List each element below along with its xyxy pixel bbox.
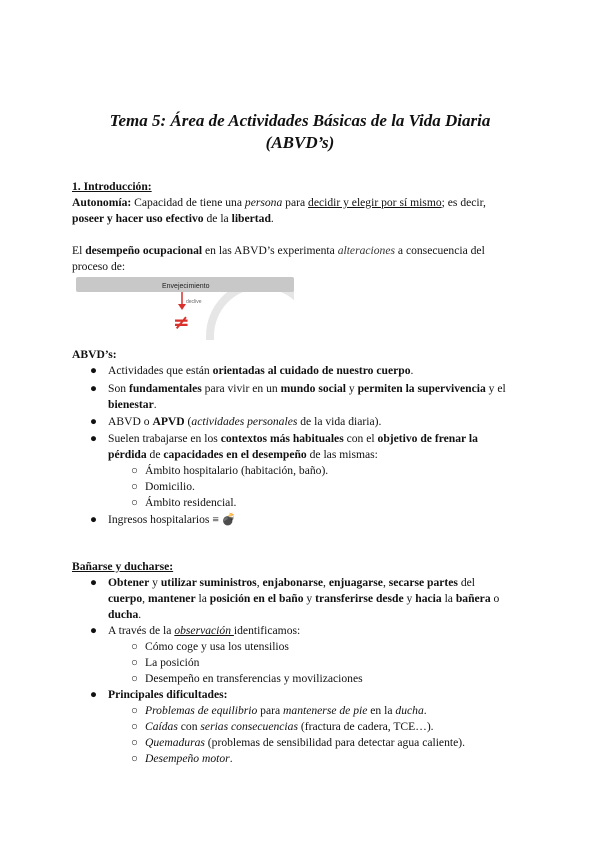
bullet-icon: ●	[90, 576, 98, 589]
intro-heading: 1. Introducción:	[72, 180, 152, 193]
sub-bullet-icon: ○	[131, 496, 139, 509]
banarse-bullet-1: Obtener y utilizar suministros, enjabonarse, enjuagarse, secarse partes del	[108, 576, 476, 589]
aging-label: Envejecimiento	[162, 283, 210, 290]
abvds-bullet-4: Suelen trabajarse en los contextos más habituales con el objetivo de frenar la	[108, 432, 478, 445]
document-title-sub: (ABVD’s)	[265, 133, 335, 152]
sub-bullet-icon: ○	[131, 736, 139, 749]
banarse-heading: Bañarse y ducharse:	[72, 560, 174, 573]
sub-bullet-icon: ○	[131, 672, 139, 685]
bullet-icon: ●	[90, 415, 98, 428]
dif-item-2: Caídas con serias consecuencias (fractura de cadera, TCE…).	[145, 720, 434, 733]
banarse-bullet-1-cont: cuerpo, mantener la posición en el baño y transferirse desde y hacia la bañera o	[108, 592, 500, 605]
bullet-icon: ●	[90, 624, 98, 637]
abvds-bullet-3: ABVD o APVD (actividades personales de la vida diaria).	[108, 415, 382, 428]
abvds-bullet-2: Son fundamentales para vivir en un mundo social y permiten la supervivencia y el	[108, 382, 506, 395]
desempeno-line-1: El desempeño ocupacional en las ABVD’s experimenta alteraciones a consecuencia del	[72, 244, 485, 257]
dif-item-1: Problemas de equilibrio para mantenerse de pie en la ducha.	[145, 704, 427, 717]
aging-diagram	[76, 276, 294, 340]
dificultades-heading: Principales dificultades:	[108, 688, 228, 701]
abvds-bullet-1: Actividades que están orientadas al cuidado de nuestro cuerpo.	[108, 364, 414, 377]
sub-bullet-icon: ○	[131, 656, 139, 669]
autonomia-line-2: poseer y hacer uso efectivo de la libertad.	[72, 212, 274, 225]
abvds-bullet-4-cont: pérdida de capacidades en el desempeño de las mismas:	[108, 448, 378, 461]
bullet-icon: ●	[90, 364, 98, 377]
abvds-sub-3: Ámbito residencial.	[145, 496, 237, 509]
sub-bullet-icon: ○	[131, 720, 139, 733]
sub-bullet-icon: ○	[131, 752, 139, 765]
diagram-arc	[210, 284, 294, 340]
obs-item-2: La posición	[145, 656, 200, 669]
banarse-bullet-1-cont2: ducha.	[108, 608, 142, 621]
abvds-bullet-5: Ingresos hospitalarios ≡ 💣	[108, 513, 237, 526]
document-title: Tema 5: Área de Actividades Básicas de la Vida Diaria	[109, 111, 491, 130]
bullet-icon: ●	[90, 513, 98, 526]
abvds-heading: ABVD’s:	[72, 348, 117, 361]
not-equal-icon: ≠	[173, 310, 190, 334]
obs-item-3: Desempeño en transferencias y movilizaciones	[145, 672, 363, 685]
bullet-icon: ●	[90, 382, 98, 395]
sub-bullet-icon: ○	[131, 640, 139, 653]
autonomia-line-1: Autonomía: Capacidad de tiene una persona para decidir y elegir por sí mismo; es decir,	[72, 196, 486, 209]
sub-bullet-icon: ○	[131, 464, 139, 477]
dif-item-4: Desempeño motor.	[145, 752, 233, 765]
abvds-sub-2: Domicilio.	[145, 480, 195, 493]
desempeno-line-2: proceso de:	[72, 260, 126, 273]
bullet-icon: ●	[90, 688, 98, 701]
obs-item-1: Cómo coge y usa los utensilios	[145, 640, 289, 653]
banarse-bullet-2: A través de la observación identificamos:	[108, 624, 301, 637]
dif-item-3: Quemaduras (problemas de sensibilidad para detectar agua caliente).	[145, 736, 466, 749]
abvds-bullet-2-cont: bienestar.	[108, 398, 157, 411]
abvds-sub-1: Ámbito hospitalario (habitación, baño).	[145, 464, 329, 477]
decline-label: declive	[186, 299, 202, 305]
sub-bullet-icon: ○	[131, 704, 139, 717]
bullet-icon: ●	[90, 432, 98, 445]
sub-bullet-icon: ○	[131, 480, 139, 493]
